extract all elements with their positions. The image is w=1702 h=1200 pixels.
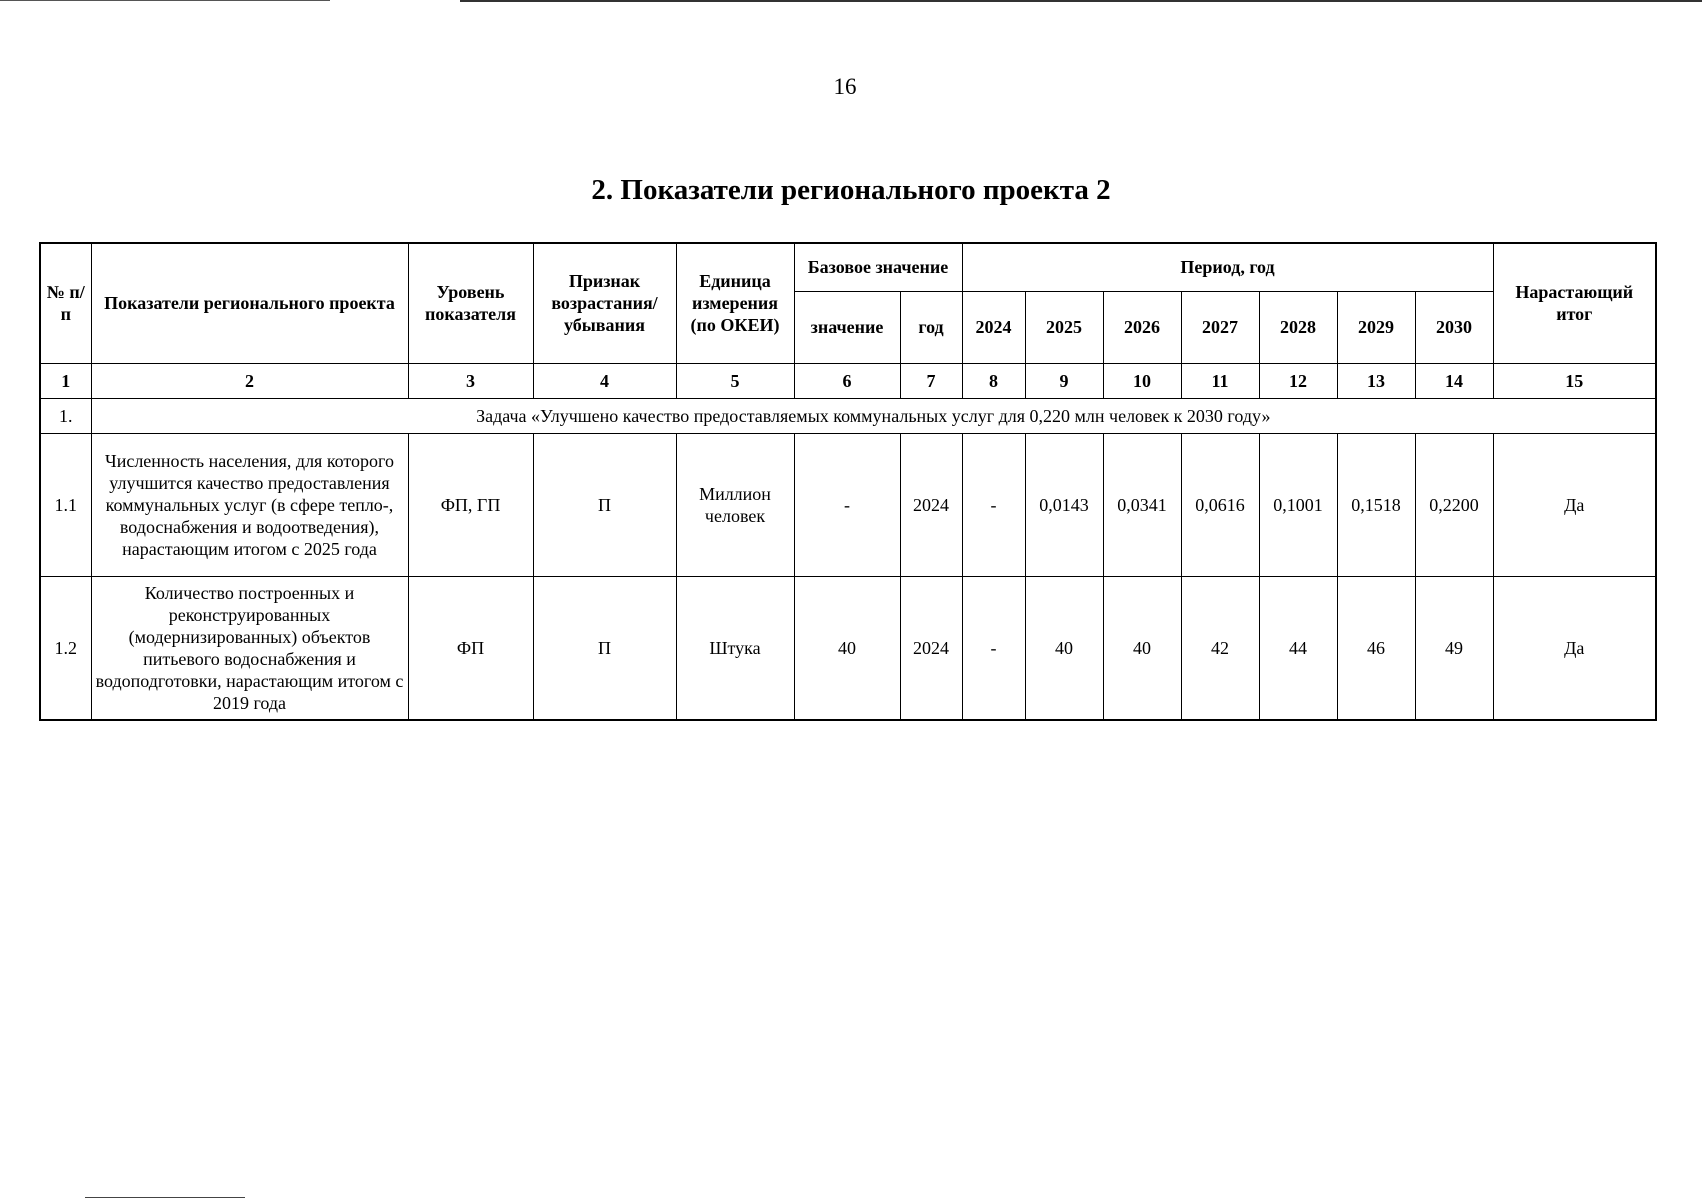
section-title: 2. Показатели регионального проекта 2 xyxy=(591,174,1111,206)
task-row xyxy=(40,398,1656,433)
header-year: 2027 xyxy=(1181,291,1259,363)
scan-border-line xyxy=(460,0,1702,2)
period-value: 44 xyxy=(1259,576,1337,720)
header-period-group: Период, год xyxy=(962,243,1493,291)
base-value: - xyxy=(794,433,900,576)
period-value: 0,2200 xyxy=(1415,433,1493,576)
column-number: 2 xyxy=(91,363,408,398)
column-number: 13 xyxy=(1337,363,1415,398)
indicators-table xyxy=(39,242,1657,721)
scan-border-line xyxy=(0,0,330,1)
period-value: 46 xyxy=(1337,576,1415,720)
header-year: 2025 xyxy=(1025,291,1103,363)
period-value: 40 xyxy=(1103,576,1181,720)
column-number: 3 xyxy=(408,363,533,398)
period-value: - xyxy=(962,433,1025,576)
base-year: 2024 xyxy=(900,576,962,720)
period-value: 0,1001 xyxy=(1259,433,1337,576)
period-value: - xyxy=(962,576,1025,720)
column-number: 10 xyxy=(1103,363,1181,398)
page-number: 16 xyxy=(833,74,857,99)
indicator-level: ФП xyxy=(408,576,533,720)
period-value: 0,1518 xyxy=(1337,433,1415,576)
header-year: 2029 xyxy=(1337,291,1415,363)
header-cumulative: Нарастающий итог xyxy=(1493,243,1656,363)
header-year: 2026 xyxy=(1103,291,1181,363)
row-number: 1.1 xyxy=(40,433,91,576)
task-number: 1. xyxy=(40,398,91,433)
indicator-unit: Миллион человек xyxy=(676,433,794,576)
period-value: 0,0616 xyxy=(1181,433,1259,576)
base-value: 40 xyxy=(794,576,900,720)
header-year: 2030 xyxy=(1415,291,1493,363)
column-number: 11 xyxy=(1181,363,1259,398)
period-value: 42 xyxy=(1181,576,1259,720)
indicator-unit: Штука xyxy=(676,576,794,720)
column-number: 12 xyxy=(1259,363,1337,398)
column-number: 15 xyxy=(1493,363,1656,398)
period-value: 40 xyxy=(1025,576,1103,720)
header-unit: Единица измерения (по ОКЕИ) xyxy=(676,243,794,363)
header-year: 2024 xyxy=(962,291,1025,363)
column-number: 5 xyxy=(676,363,794,398)
table-row xyxy=(40,433,1656,576)
base-year: 2024 xyxy=(900,433,962,576)
header-base-group: Базовое значение xyxy=(794,243,962,291)
indicator-direction: П xyxy=(533,433,676,576)
header-base-year: год xyxy=(900,291,962,363)
column-number: 6 xyxy=(794,363,900,398)
indicator-direction: П xyxy=(533,576,676,720)
column-number-row xyxy=(40,363,1656,398)
task-text: Задача «Улучшено качество предоставляемых коммунальных услуг для 0,220 млн человек к 2030 году» xyxy=(91,398,1656,433)
header-no: № п/п xyxy=(40,243,91,363)
header-base-value: значение xyxy=(794,291,900,363)
period-value: 0,0143 xyxy=(1025,433,1103,576)
column-number: 14 xyxy=(1415,363,1493,398)
column-number: 8 xyxy=(962,363,1025,398)
column-number: 7 xyxy=(900,363,962,398)
cumulative-flag: Да xyxy=(1493,576,1656,720)
period-value: 49 xyxy=(1415,576,1493,720)
indicator-name: Численность населения, для которого улучшится качество предоставления коммунальных услуг (в сфере тепло-, водоснабжения и водоотведения), нарастающим итогом с 2025 года xyxy=(91,433,408,576)
column-number: 1 xyxy=(40,363,91,398)
period-value: 0,0341 xyxy=(1103,433,1181,576)
column-number: 4 xyxy=(533,363,676,398)
table-row xyxy=(40,576,1656,720)
indicator-name: Количество построенных и реконструированных (модернизированных) объектов питьевого водоснабжения и водоподготовки, нарастающим итогом с 2019 года xyxy=(91,576,408,720)
header-direction: Признак возрастания/ убывания xyxy=(533,243,676,363)
row-number: 1.2 xyxy=(40,576,91,720)
header-indicator: Показатели регионального проекта xyxy=(91,243,408,363)
header-level: Уровень показателя xyxy=(408,243,533,363)
scan-border-line xyxy=(85,1197,245,1198)
header-year: 2028 xyxy=(1259,291,1337,363)
cumulative-flag: Да xyxy=(1493,433,1656,576)
column-number: 9 xyxy=(1025,363,1103,398)
indicator-level: ФП, ГП xyxy=(408,433,533,576)
